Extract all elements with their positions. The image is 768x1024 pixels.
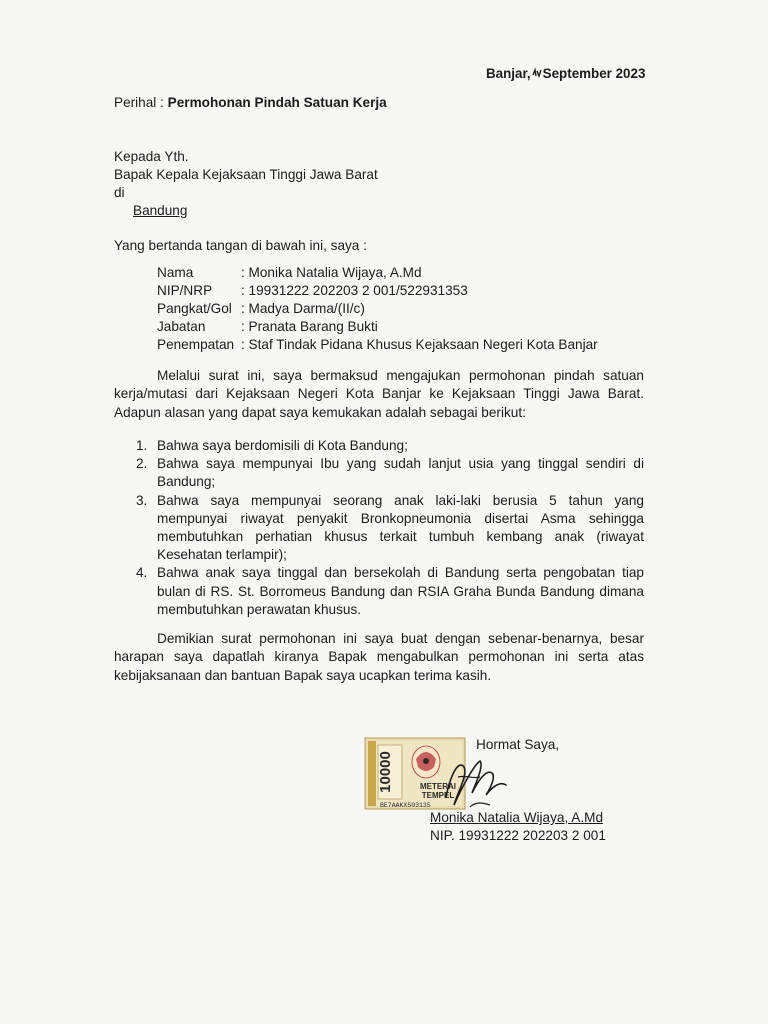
identity-value: : Monika Natalia Wijaya, A.Md [241,265,422,280]
identity-value: : Pranata Barang Bukti [241,319,378,334]
addressee-line-1: Kepada Yth. [114,149,189,164]
list-item-text: Bahwa anak saya tinggal dan bersekolah di Bandung serta pengobatan tiap bulan di RS. St. Borromeus Bandung dan RSIA Graha Bunda Bandung dimana membutuhkan perawatan khusus. [157,565,644,617]
identity-label: Pangkat/Gol [157,301,232,316]
list-item [114,455,644,491]
letter-date [486,66,645,81]
list-item [114,492,644,565]
identity-value: : 19931222 202203 2 001/522931353 [241,283,468,298]
list-item-text: Bahwa saya mempunyai seorang anak laki-laki berusia 5 tahun yang mempunyai riwayat penyakit Bronkopneumonia disertai Asma sehingga membutuhkan perhatian khusus terkait tumbuh kembang anak (riwayat Kesehatan terlampir); [157,492,644,563]
subject-text: Permohonan Pindah Satuan Kerja [167,95,387,110]
signature-greeting: Hormat Saya, [476,737,560,752]
list-item-number: 3. [136,492,148,508]
signer-nip: NIP. 19931222 202203 2 001 [430,828,606,843]
identity-row [157,300,598,318]
reasons-list [114,437,644,619]
identity-label: Penempatan [157,337,235,352]
closing-paragraph: Demikian surat permohonan ini saya buat dengan sebenar-benarnya, besar harapan saya dapatlah kiranya Bapak mengabulkan permohonan ini serta atas kebijaksanaan dan bantuan Bapak saya ucapkan terima kasih. [114,631,644,683]
identity-value: : Madya Darma/(II/c) [241,301,365,316]
identity-row [157,336,598,354]
handwritten-signature-icon [440,747,512,817]
body-paragraph: Melalui surat ini, saya bermaksud mengajukan permohonan pindah satuan kerja/mutasi dari Kejaksaan Negeri Kota Banjar ke Kejaksaan Tinggi Jawa Barat. Adapun alasan yang dapat saya kemukakan adalah sebagai berikut: [114,368,644,420]
list-item [114,564,644,619]
stamp-serial: BE7AAKX503135 [380,802,431,809]
subject-line [114,95,387,110]
list-item-number: 2. [136,456,148,472]
list-item-text: Bahwa saya berdomisili di Kota Bandung; [157,438,408,453]
identity-label: NIP/NRP [157,283,213,298]
identity-row [157,318,598,336]
identity-row [157,282,598,300]
addressee-line-2: Bapak Kepala Kejaksaan Tinggi Jawa Barat [114,167,378,182]
handwritten-date-mark-icon [532,67,542,79]
stamp-word-2: TEMPEL [421,791,455,800]
identity-label: Jabatan [157,319,206,334]
date-place: Banjar, [486,66,531,81]
stamp-word-1: METERAI [420,782,456,791]
list-item [114,437,644,455]
list-item-text: Bahwa saya mempunyai Ibu yang sudah lanjut usia yang tinggal sendiri di Bandung; [157,456,644,490]
subject-label: Perihal : [114,95,168,110]
list-item-number: 4. [136,565,148,581]
addressee-city: Bandung [133,203,188,218]
identity-value: : Staf Tindak Pidana Khusus Kejaksaan Negeri Kota Banjar [241,337,598,352]
stamp-value: 10000 [377,751,394,793]
identity-row [157,264,598,282]
addressee-line-3: di [114,185,125,200]
signer-name: Monika Natalia Wijaya, A.Md [430,810,604,825]
intro-line: Yang bertanda tangan di bawah ini, saya : [114,238,367,253]
date-month-year: September 2023 [542,66,646,81]
identity-label: Nama [157,265,194,280]
list-item-number: 1. [136,438,148,453]
identity-table [157,264,598,354]
